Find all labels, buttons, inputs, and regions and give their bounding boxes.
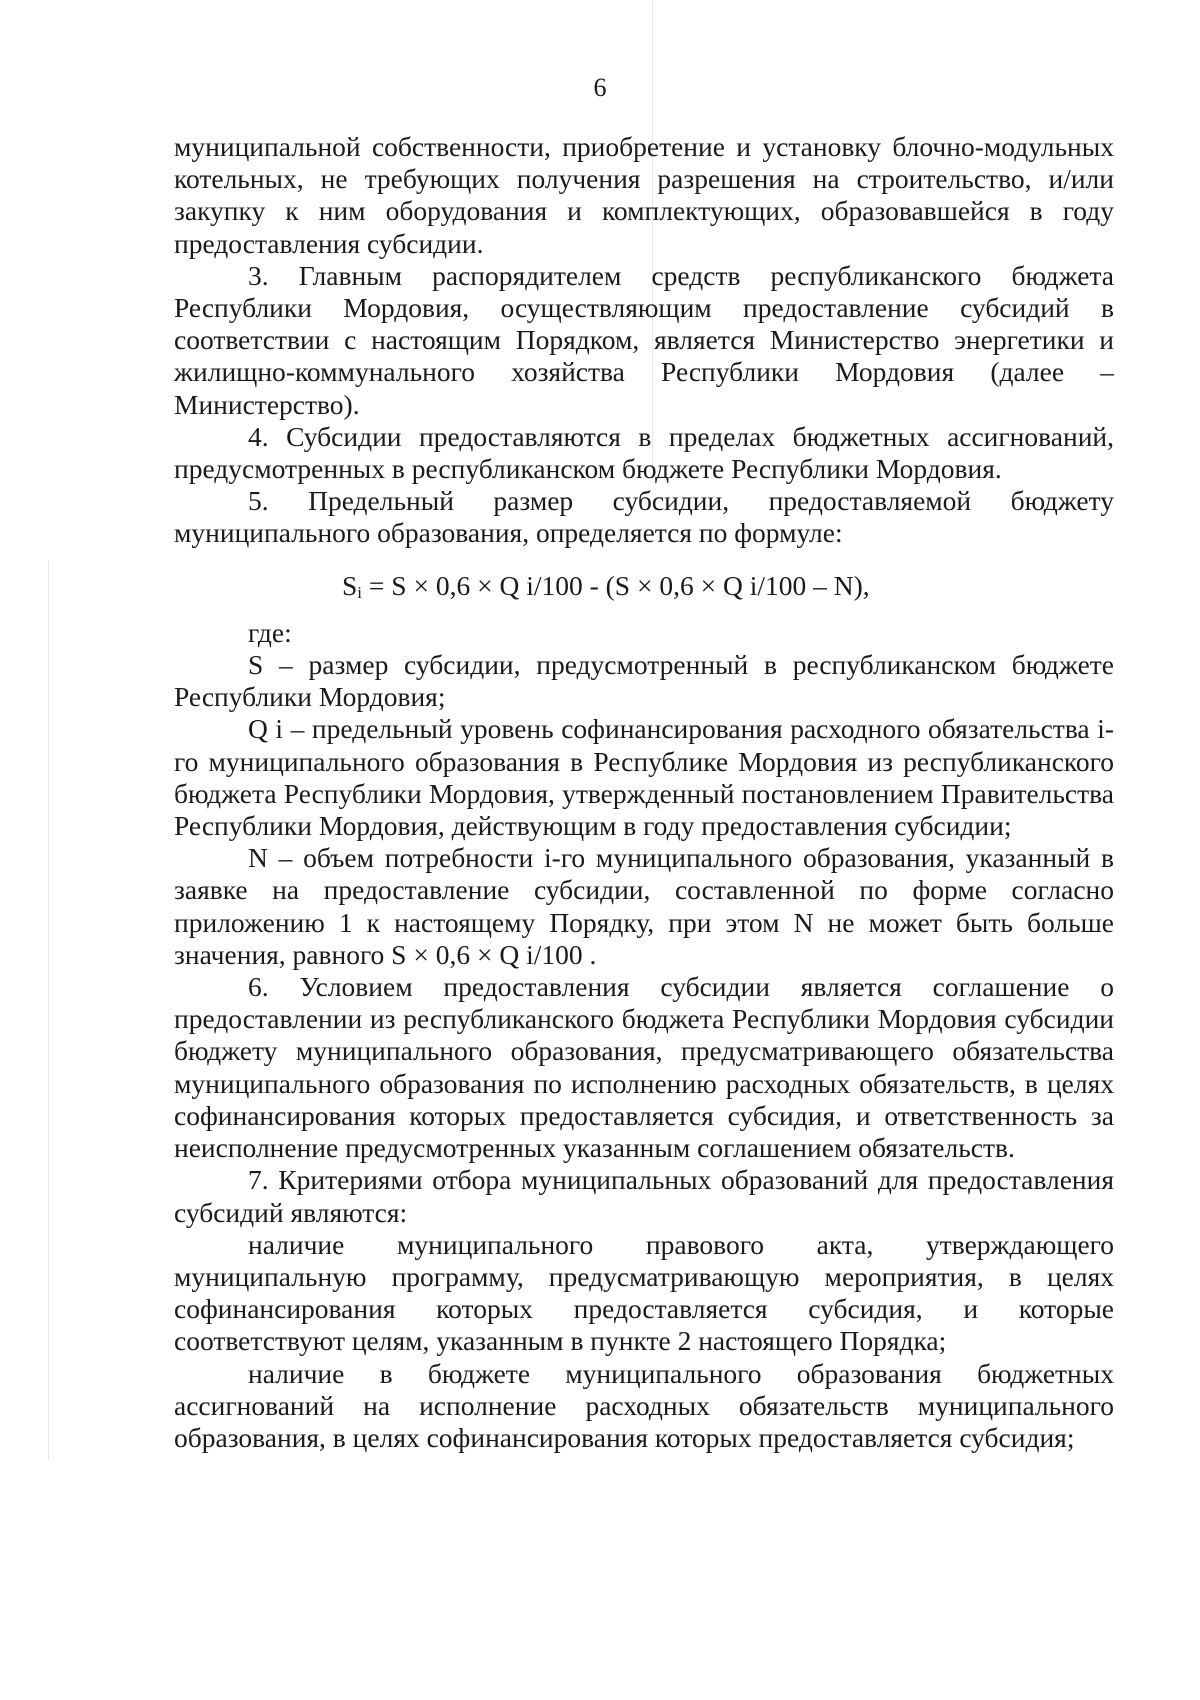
definition-q: Q i – предельный уровень софинансирования расходного обязательства i-го муниципального образования в Республике Мордовия из республиканского бюджета Республики Мордовия, утвержденный постановлением Правительства Республики Мордовия, действующим в году предоставления субсидии; <box>174 713 1114 842</box>
page-number: 6 <box>593 73 607 102</box>
formula-lhs: S <box>342 569 358 601</box>
document-body <box>174 131 1114 1454</box>
paragraph-item-4: 4. Субсидии предоставляются в пределах бюджетных ассигнований, предусмотренных в республиканском бюджете Республики Мордовия. <box>174 420 1114 485</box>
formula-rhs: = S × 0,6 × Q i/100 - (S × 0,6 × Q i/100 – N), <box>362 569 870 601</box>
criteria-item: наличие в бюджете муниципального образования бюджетных ассигнований на исполнение расходных обязательств муниципального образования, в целях софинансирования которых предоставляется субсидия; <box>174 1357 1114 1453</box>
where-label: где: <box>248 616 292 648</box>
paragraph-item-3: 3. Главным распорядителем средств республиканского бюджета Республики Мордовия, осуществляющим предоставление субсидий в соответствии с настоящим Порядком, является Министерство энергетики и жилищно-коммунального хозяйства Республики Мордовия (далее – Министерство). <box>174 259 1114 420</box>
paragraph-item-6: 6. Условием предоставления субсидии является соглашение о предоставлении из республиканского бюджета Республики Мордовия субсидии бюджету муниципального образования, предусматривающего обязательства муниципального образования по исполнению расходных обязательств, в целях софинансирования которых предоставляется субсидия, и ответственность за неисполнение предусмотренных указанным соглашением обязательств. <box>174 971 1114 1164</box>
paragraph-continuation: муниципальной собственности, приобретение и установку блочно-модульных котельных, не требующих получения разрешения на строительство, и/или закупку к ним оборудования и комплектующих, образовавшейся в году предоставления субсидии. <box>174 131 1114 259</box>
paragraph-item-7: 7. Критериями отбора муниципальных образований для предоставления субсидий являются: <box>174 1164 1114 1228</box>
paragraph-item-5: 5. Предельный размер субсидии, предоставляемой бюджету муниципального образования, определяется по формуле: <box>174 485 1114 549</box>
formula <box>174 570 1114 609</box>
definition-n: N – объем потребности i-го муниципального образования, указанный в заявке на предоставление субсидии, составленной по форме согласно приложению 1 к настоящему Порядку, при этом N не может быть больше значения, равного S × 0,6 × Q i/100 . <box>174 842 1114 970</box>
criteria-item: наличие муниципального правового акта, утверждающего муниципальную программу, предусматривающую мероприятия, в целях софинансирования которых предоставляется субсидия, и которые соответствуют целям, указанным в пункте 2 настоящего Порядка; <box>174 1228 1114 1357</box>
formula-lhs-subscript: i <box>357 582 363 602</box>
definition-s: S – размер субсидии, предусмотренный в республиканском бюджете Республики Мордовия; <box>174 649 1114 713</box>
scan-artifact-line <box>48 560 49 1460</box>
